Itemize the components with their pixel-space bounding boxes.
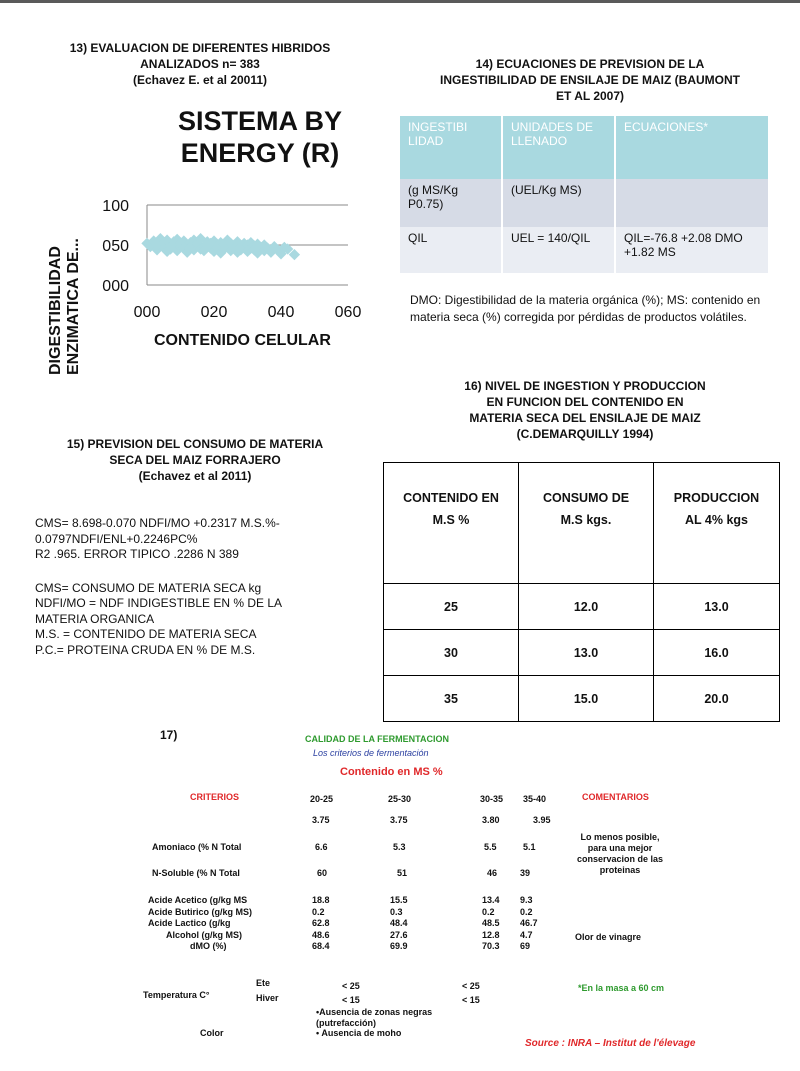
header-cell: CONTENIDO EN M.S % <box>384 463 519 584</box>
acid-col-3: 13.4 0.2 48.5 12.8 70.3 <box>482 895 500 951</box>
col-head: 25-30 <box>388 794 412 804</box>
col-head: 35-40 <box>523 794 547 804</box>
table-cell: UEL = 140/QIL <box>502 227 615 273</box>
table-cell: 13.0 <box>519 630 654 676</box>
row-label: N-Soluble (% N Total <box>152 868 240 878</box>
acid-col-2: 15.5 0.3 48.4 27.6 69.9 <box>390 895 408 951</box>
masa-note: *En la masa a 60 cm <box>578 983 665 993</box>
temperature-label: Temperatura C° <box>143 990 210 1000</box>
x-axis-label: CONTENIDO CELULAR <box>154 332 331 349</box>
table-header-row <box>384 463 780 584</box>
acid-col-4: 9.3 0.2 46.7 4.7 69 <box>520 895 538 951</box>
ingestion-table <box>383 462 780 722</box>
section-15-heading: 15) PREVISION DEL CONSUMO DE MATERIA SECA DEL MAIZ FORRAJERO (Echavez et al 2011) <box>66 437 324 483</box>
table-cell: 15.0 <box>519 676 654 722</box>
source-note: Source : INRA – Institut de l'élevage <box>525 1038 696 1049</box>
y-tick-label: 100 <box>102 198 129 215</box>
table-cell: 35 <box>384 676 519 722</box>
header-cell: INGESTIBI LIDAD <box>400 116 502 179</box>
table-cell <box>615 179 769 227</box>
cell-value: 39 <box>520 868 531 878</box>
col-sub: 3.75 <box>390 815 408 825</box>
table-cell: QIL <box>400 227 502 273</box>
table-row <box>400 227 769 273</box>
table-cell: (g MS/Kg P0.75) <box>400 179 502 227</box>
col-sub: 3.80 <box>482 815 500 825</box>
cell-value: 5.3 <box>393 842 406 852</box>
y-tick-label: 000 <box>102 278 129 295</box>
section-17-number: 17) <box>160 728 178 742</box>
consumption-formula: CMS= 8.698-0.070 NDFI/MO +0.2317 M.S.%- 0.0797NDFI/ENL+0.2246PC% R2 .965. ERROR TIPICO .2286 N 389 CMS= CONSUMO DE MATERIA SECA kg NDFI/MO = NDF INDIGESTIBLE EN % DE LA MATERIA ORGANICA M.S. = CONTENIDO DE MATERIA SECA P.C.= PROTEINA CRUDA EN % DE M.S. <box>35 516 283 657</box>
temp-value: < 15 <box>462 995 480 1005</box>
table-cell: 12.0 <box>519 584 654 630</box>
comentarios-header: COMENTARIOS <box>582 792 649 802</box>
fermentation-subtitle: Los criterios de fermentación <box>313 748 429 758</box>
criterios-header: CRITERIOS <box>190 792 240 802</box>
table-row <box>400 179 769 227</box>
ms-content-title: Contenido en MS % <box>340 766 443 778</box>
x-tick-label: 020 <box>200 304 228 321</box>
section-14-heading: 14) ECUACIONES DE PREVISION DE LA INGESTIBILIDAD DE ENSILAJE DE MAIZ (BAUMONT ET AL 2007) <box>439 57 740 103</box>
col-sub: 3.95 <box>533 815 551 825</box>
acid-col-1: 18.8 0.2 62.8 48.6 68.4 <box>312 895 330 951</box>
col-sub: 3.75 <box>312 815 330 825</box>
cell-value: 6.6 <box>315 842 328 852</box>
col-head: 30-35 <box>480 794 504 804</box>
scatter-chart <box>40 185 390 375</box>
color-description: •Ausencia de zonas negras (putrefacción) • Ausencia de moho <box>316 1007 433 1038</box>
header-cell: ECUACIONES* <box>615 116 769 179</box>
section-13-heading: 13) EVALUACION DE DIFERENTES HIBRIDOS ANALIZADOS n= 383 (Echavez E. et al 20011) <box>69 41 331 87</box>
temp-value: < 15 <box>342 995 360 1005</box>
table-cell: 30 <box>384 630 519 676</box>
vinegar-comment: Olor de vinagre <box>575 932 642 942</box>
y-tick-label: 050 <box>102 238 129 255</box>
cell-value: 46 <box>487 868 498 878</box>
dmo-note: DMO: Digestibilidad de la materia orgánica (%); MS: contenido en materia seca (%) corregida por pérdidas de productos volátiles. <box>410 293 761 324</box>
table-cell: 13.0 <box>654 584 780 630</box>
protein-comment: Lo menos posible, para una mejor conservacion de las proteinas <box>576 832 664 875</box>
acid-labels: Acide Acetico (g/kg MS Acide Butirico (g/kg MS) Acide Lactico (g/kg Alcohol (g/kg MS) dMO (%) <box>148 895 253 951</box>
cell-value: 51 <box>397 868 408 878</box>
header-cell: PRODUCCION AL 4% kgs <box>654 463 780 584</box>
temp-value: < 25 <box>462 981 480 991</box>
x-tick-label: 000 <box>133 304 161 321</box>
table-row <box>384 630 780 676</box>
table-cell: QIL=-76.8 +2.08 DMO +1.82 MS <box>615 227 769 273</box>
header-cell: CONSUMO DE M.S kgs. <box>519 463 654 584</box>
ete-label: Ete <box>256 978 271 988</box>
row-label: Amoniaco (% N Total <box>152 842 242 852</box>
y-axis-label: DIGESTIBILIDAD <box>47 246 64 375</box>
table-header-row <box>400 116 769 179</box>
y-axis-label: ENZIMATICA DE... <box>65 238 82 375</box>
chart-title: SISTEMA BY ENERGY (R) <box>177 106 343 168</box>
fermentation-title: CALIDAD DE LA FERMENTACION <box>305 734 449 744</box>
section-16-heading: 16) NIVEL DE INGESTION Y PRODUCCION EN FUNCION DEL CONTENIDO EN MATERIA SECA DEL ENSILAJE DE MAIZ (C.DEMARQUILLY 1994) <box>464 379 706 441</box>
cell-value: 5.5 <box>484 842 497 852</box>
table-cell: 25 <box>384 584 519 630</box>
header-cell: UNIDADES DE LLENADO <box>502 116 615 179</box>
table-cell: 20.0 <box>654 676 780 722</box>
top-divider <box>0 0 800 3</box>
hiver-label: Hiver <box>256 993 279 1003</box>
x-tick-label: 040 <box>267 304 295 321</box>
temp-value: < 25 <box>342 981 360 991</box>
cell-value: 60 <box>317 868 328 878</box>
equations-table <box>400 116 770 273</box>
table-row <box>384 676 780 722</box>
x-tick-label: 060 <box>334 304 362 321</box>
table-cell: 16.0 <box>654 630 780 676</box>
col-head: 20-25 <box>310 794 334 804</box>
cell-value: 5.1 <box>523 842 536 852</box>
color-label: Color <box>200 1028 224 1038</box>
table-row <box>384 584 780 630</box>
table-cell: (UEL/Kg MS) <box>502 179 615 227</box>
